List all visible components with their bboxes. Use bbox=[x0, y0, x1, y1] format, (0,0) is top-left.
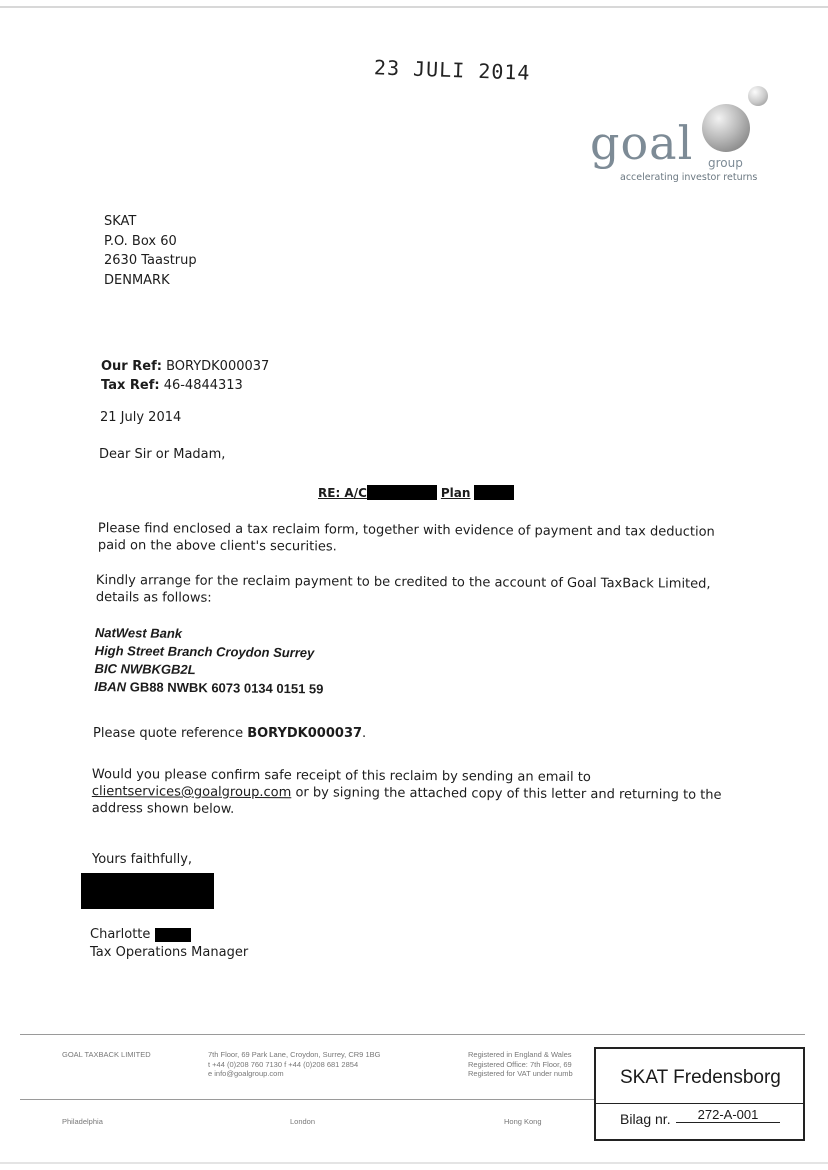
skat-stamp-title: SKAT Fredensborg bbox=[620, 1067, 781, 1088]
logo-group-text: group bbox=[708, 156, 743, 170]
footer-office: Philadelphia bbox=[62, 1117, 103, 1126]
footer-reg-line: Registered in England & Wales bbox=[468, 1050, 572, 1059]
email-link[interactable]: clientservices@goalgroup.com bbox=[91, 783, 292, 801]
redacted-surname bbox=[155, 928, 191, 942]
quote-text: Please quote reference bbox=[93, 726, 244, 741]
footer-office: London bbox=[290, 1117, 316, 1126]
re-line bbox=[318, 485, 514, 500]
our-ref-label: Our Ref: bbox=[101, 359, 162, 374]
redacted-plan bbox=[474, 485, 514, 500]
paragraph-credit: Kindly arrange for the reclaim payment to be credited to the account of Goal TaxBack Limited, details as follows: bbox=[95, 573, 711, 606]
top-border bbox=[0, 6, 828, 8]
our-ref-value: BORYDK000037 bbox=[166, 359, 270, 374]
received-date-stamp: 23 JULI 2014 bbox=[373, 55, 531, 85]
bank-iban bbox=[94, 678, 323, 698]
logo-tagline: accelerating investor returns bbox=[620, 172, 758, 183]
footer-reg-line: Registered Office: 7th Floor, 69 bbox=[468, 1059, 572, 1069]
letter-date: 21 July 2014 bbox=[100, 410, 182, 425]
signatory-name bbox=[90, 926, 248, 944]
logo-small-sphere-icon bbox=[748, 86, 768, 106]
quote-ref: BORYDK000037 bbox=[247, 726, 363, 741]
footer-email: e info@goalgroup.com bbox=[208, 1069, 284, 1078]
tax-ref bbox=[101, 376, 269, 395]
paragraph-confirm bbox=[92, 766, 732, 821]
footer-office: Hong Kong bbox=[504, 1117, 542, 1126]
salutation: Dear Sir or Madam, bbox=[99, 447, 226, 462]
our-ref bbox=[101, 357, 269, 376]
signatory-title: Tax Operations Manager bbox=[90, 945, 249, 960]
logo-large-sphere-icon bbox=[702, 104, 750, 152]
closing: Yours faithfully, bbox=[92, 852, 193, 867]
recipient-line: SKAT bbox=[104, 214, 137, 229]
redacted-account bbox=[367, 485, 437, 500]
tax-ref-label: Tax Ref: bbox=[101, 378, 160, 393]
skat-bilag-number: 272-A-001 bbox=[676, 1107, 780, 1123]
footer-registration bbox=[468, 1050, 586, 1079]
footer-phone: t +44 (0)208 760 7130 f +44 (0)208 681 2854 bbox=[208, 1059, 359, 1069]
footer-contact bbox=[208, 1050, 380, 1079]
paragraph-enclosed: Please find enclosed a tax reclaim form, together with evidence of payment and tax deduction paid on the above client's securities. bbox=[97, 521, 715, 555]
skat-received-stamp bbox=[594, 1047, 805, 1141]
confirm-text-start: Would you please confirm safe receipt of this reclaim by sending an email to bbox=[91, 767, 591, 786]
bank-bic: BIC NWBKGB2L bbox=[94, 660, 196, 678]
bank-branch: High Street Branch Croydon Surrey bbox=[94, 642, 315, 661]
goal-group-logo bbox=[590, 86, 780, 186]
recipient-line: P.O. Box 60 bbox=[104, 233, 177, 249]
confirm-text-end: or by signing the attached copy of this letter and returning to the address shown below. bbox=[91, 785, 722, 817]
re-plan-label: Plan bbox=[440, 485, 471, 500]
footer-company: GOAL TAXBACK LIMITED bbox=[62, 1050, 151, 1059]
bank-details bbox=[94, 624, 324, 698]
tax-ref-value: 46-4844313 bbox=[163, 378, 243, 393]
recipient-line: DENMARK bbox=[104, 272, 170, 288]
footer-divider bbox=[20, 1034, 805, 1035]
skat-bilag-label: Bilag nr. bbox=[620, 1111, 671, 1127]
redacted-signature bbox=[81, 873, 214, 909]
recipient-line: 2630 Taastrup bbox=[104, 253, 197, 268]
reference-block bbox=[101, 357, 269, 395]
iban-value: GB88 NWBK 6073 0134 0151 59 bbox=[129, 679, 324, 697]
footer-divider bbox=[20, 1099, 595, 1100]
footer-address: 7th Floor, 69 Park Lane, Croydon, Surrey, CR9 1BG bbox=[208, 1050, 381, 1059]
quote-reference bbox=[93, 726, 366, 741]
signatory bbox=[90, 926, 248, 962]
re-prefix: RE: A/C bbox=[318, 485, 367, 500]
footer-reg-line: Registered for VAT under numb bbox=[468, 1069, 573, 1078]
quote-end: . bbox=[362, 726, 367, 741]
bottom-border bbox=[0, 1162, 828, 1164]
signatory-first-name: Charlotte bbox=[90, 927, 151, 942]
bank-name: NatWest Bank bbox=[94, 624, 183, 641]
logo-wordmark: goal bbox=[590, 116, 694, 170]
iban-label: IBAN bbox=[94, 678, 127, 695]
skat-stamp-divider bbox=[596, 1103, 803, 1104]
recipient-address bbox=[104, 212, 197, 290]
